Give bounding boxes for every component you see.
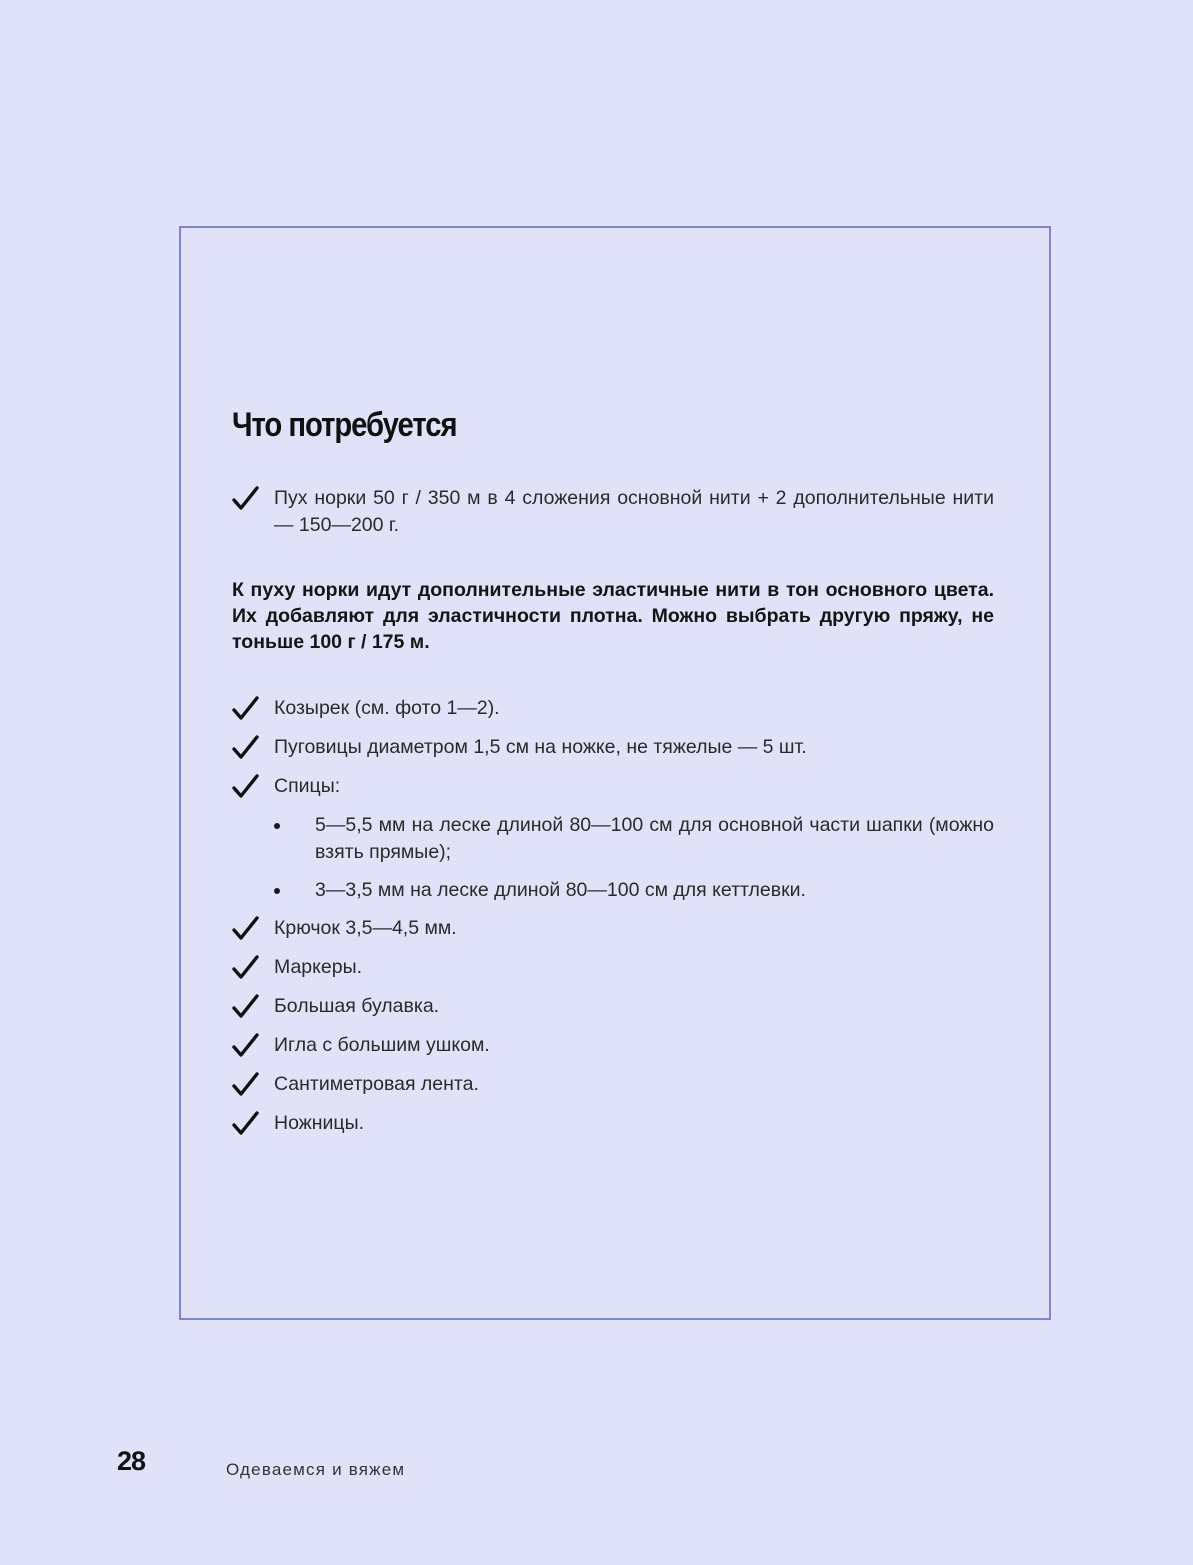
list-item [232,915,994,942]
list-item [232,1110,994,1137]
checkmark-icon [232,485,260,513]
list-item [232,1032,994,1059]
checkmark-icon [232,1071,260,1099]
list-item-text: Большая булавка. [274,995,440,1017]
list-item-text: Игла с большим ушком. [274,1034,490,1056]
list-item [232,695,994,722]
sublist-item [232,812,994,866]
checkmark-icon [232,1110,260,1138]
list-item [232,993,994,1020]
materials-list-accessories [232,915,994,1137]
list-item-text: Пух норки 50 г / 350 м в 4 сложения основной нити + 2 дополнительные нити — 150—200 г. [274,487,994,536]
needles-sublist [232,812,994,904]
list-item-text: Спицы: [274,775,341,797]
sublist-item [232,877,994,904]
list-item-text: Пуговицы диаметром 1,5 см на ножке, не тяжелые — 5 шт. [274,736,807,758]
sublist-item-text: 3—3,5 мм на леске длиной 80—100 см для кеттлевки. [315,879,806,901]
checkmark-icon [232,993,260,1021]
checkmark-icon [232,695,260,723]
list-item [232,773,994,800]
list-item-text: Ножницы. [274,1112,365,1134]
checkmark-icon [232,915,260,943]
sublist-item-text: 5—5,5 мм на леске длиной 80—100 см для основной части шапки (можно взять прямые); [315,814,994,863]
materials-content [232,405,994,1149]
bullet-icon [274,888,280,894]
list-item [232,485,994,539]
list-item-text: Козырек (см. фото 1—2). [274,697,500,719]
list-item [232,734,994,761]
materials-list-yarn [232,485,994,539]
list-item-text: Крючок 3,5—4,5 мм. [274,917,457,939]
checkmark-icon [232,734,260,762]
checkmark-icon [232,1032,260,1060]
running-title: Одеваемся и вяжем [226,1460,406,1479]
list-item-text: Маркеры. [274,956,363,978]
page-number: 28 [117,1446,146,1476]
checkmark-icon [232,954,260,982]
section-title: Что потребуется [232,406,457,444]
list-item [232,1071,994,1098]
list-item-text: Сантиметровая лента. [274,1073,479,1095]
materials-list-tools [232,695,994,800]
list-item [232,954,994,981]
bullet-icon [274,823,280,829]
yarn-note: К пуху норки идут дополнительные эластичные нити в тон основного цвета. Их добавляют для эластичности плотна. Можно выбрать другую пряжу, не тоньше 100 г / 175 м. [232,579,994,653]
checkmark-icon [232,773,260,801]
